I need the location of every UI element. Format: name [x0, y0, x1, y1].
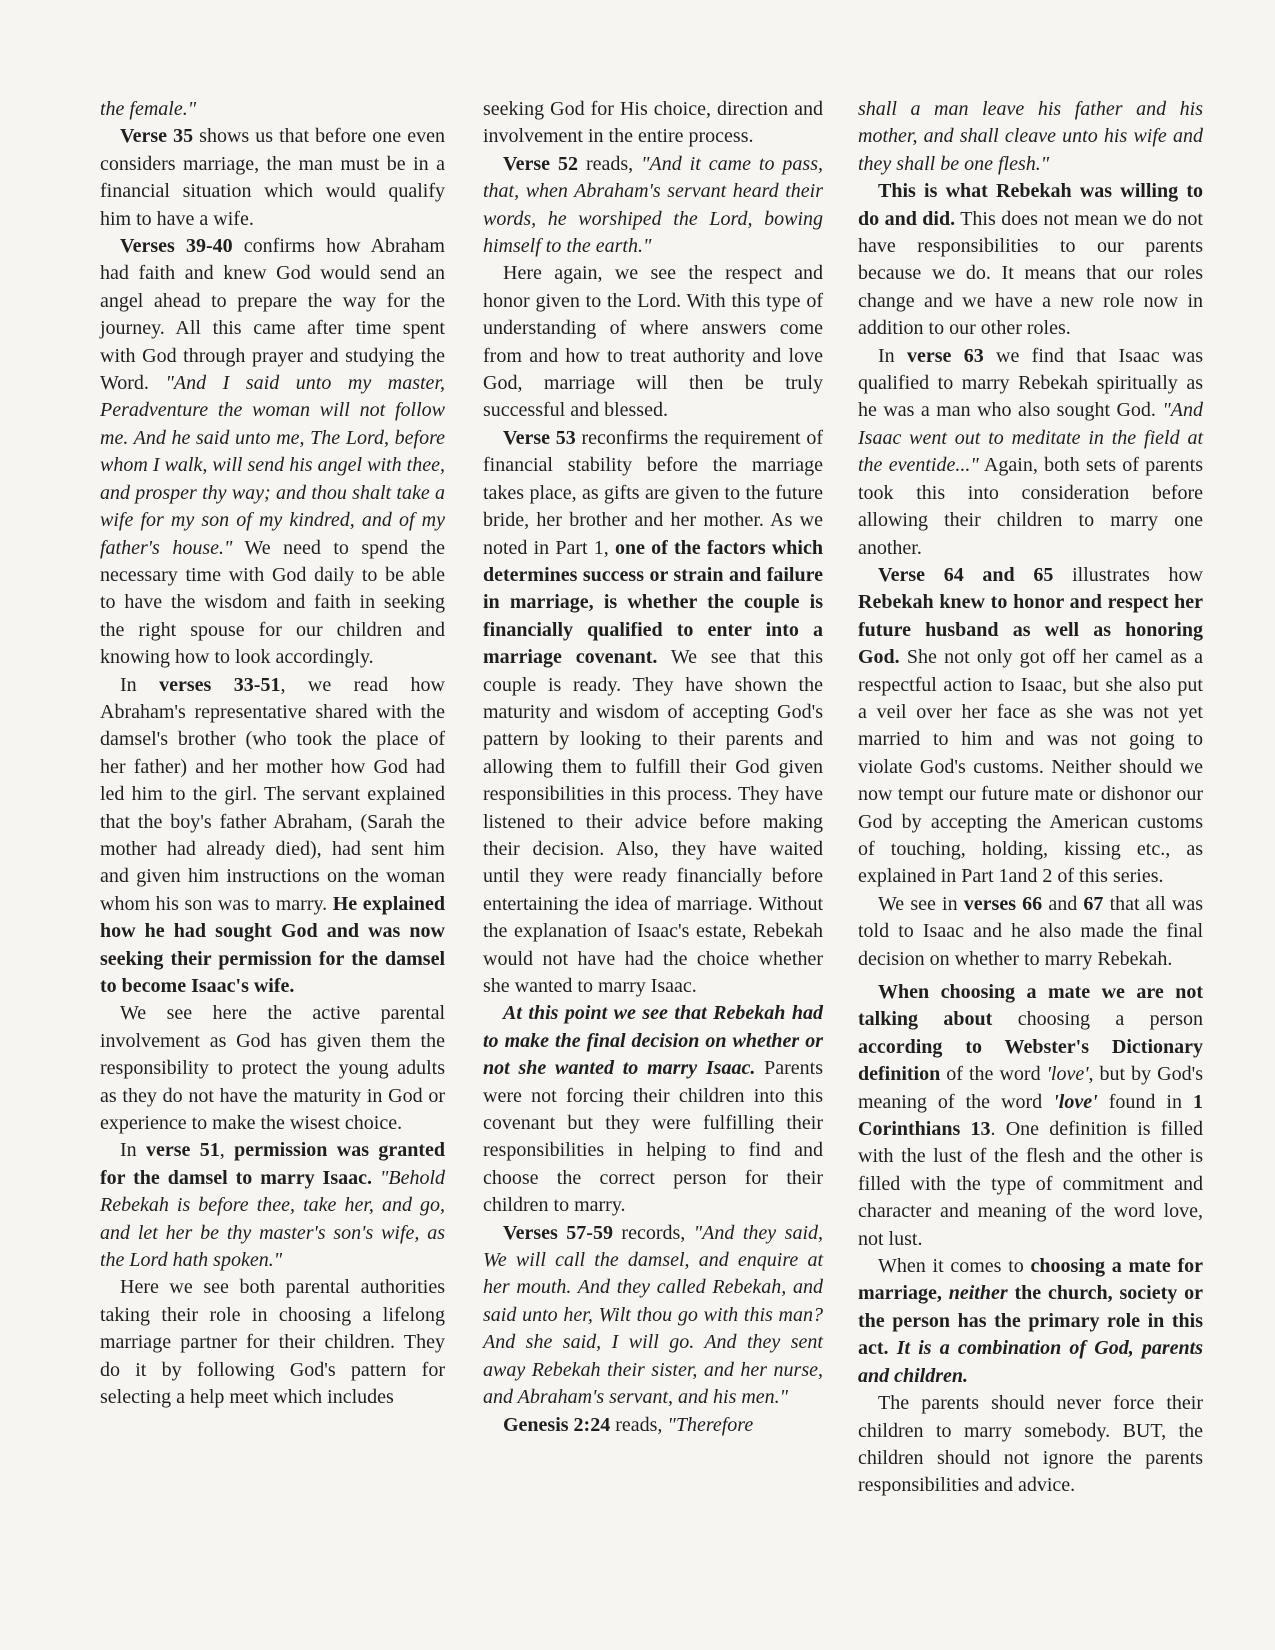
body-text: [372, 1167, 380, 1189]
body-text: reads,: [577, 152, 642, 175]
bold-text: Verses 57-59: [503, 1221, 613, 1244]
bold-text: verse 51: [146, 1139, 220, 1162]
bold-text: Verse 64 and 65: [878, 563, 1054, 586]
bold-italic-text: It is a combination of God, parents and children.: [858, 1337, 1203, 1387]
paragraph: [858, 178, 1203, 342]
bold-text: Verse 52: [503, 152, 578, 175]
body-text: and: [1042, 892, 1084, 915]
body-text: The parents should never force their children to marry somebody. BUT, the children should not ignore the parents responsibilities and advice.: [858, 1392, 1203, 1497]
bold-text: according to Webster's Dictionary definition: [858, 1035, 1203, 1086]
paragraph: [858, 562, 1203, 891]
bold-text: verse 63: [906, 344, 984, 367]
paragraph: [483, 151, 823, 261]
bold-text: 1 Corinthians 13: [858, 1090, 1203, 1141]
body-text: Here we see both parental authorities taking their role in choosing a lifelong marriage partner for their children. They do it by following God's pattern for selecting a help meet which includes: [100, 1276, 445, 1409]
paragraph: [483, 96, 823, 151]
paragraph: [483, 1000, 823, 1219]
paragraph: [100, 96, 445, 123]
italic-text: "And I said unto my master, Peradventure the woman will not follow me. And he said unto me, The Lord, before whom I walk, will send his angel with thee, and prosper thy way; and thou shalt take a wife for my son of my kindred, and of my father's house.": [100, 372, 446, 559]
italic-text: 'love': [1046, 1063, 1089, 1086]
paragraph: [100, 672, 445, 1001]
text-column-2: [483, 96, 823, 1439]
italic-text: shall a man leave his father and his mother, and shall cleave unto his wife and they shall be one flesh.": [858, 98, 1203, 175]
body-text: We need to spend the necessary time with God daily to be able to have the wisdom and faith in seeking the right spouse for our children and knowing how to look accordingly.: [100, 536, 445, 669]
bold-italic-text: 'love': [1053, 1090, 1098, 1113]
bold-text: Rebekah knew to honor and respect her future husband as well as honoring God.: [858, 591, 1203, 669]
paragraph: [858, 96, 1203, 178]
body-text: records,: [612, 1221, 694, 1244]
body-text: We see that this couple is ready. They have shown the maturity and wisdom of accepting God's pattern by looking to their parents and allowing them to fulfill their God given responsibilities in this process. They have listened to their advice before making their decision. Also, they have waited until they were ready financially before entertaining the idea of marriage. Without the explanation of Isaac's estate, Rebekah would not have had the choice whether she wanted to marry Isaac.: [483, 646, 824, 997]
paragraph: [858, 1390, 1203, 1500]
body-text: confirms how Abraham had faith and knew God would send an angel ahead to prepare the way for the journey. All this came after time spent with God through prayer and studying the Word.: [100, 235, 445, 395]
bold-text: He explained how he had sought God and was now seeking their permission for the damsel to become Isaac's wife.: [100, 892, 445, 997]
italic-text: the female.": [100, 98, 197, 120]
paragraph: [100, 123, 445, 233]
paragraph: [100, 1274, 445, 1411]
paragraph: [483, 425, 823, 1001]
body-text: She not only got off her camel as a respectful action to Isaac, but she also put a veil over her face as she was not yet married to him and was not going to violate God's customs. Neither should we now tempt our future mate or dishonor our God by accepting the American customs of touching, holding, kissing etc., as explained in Part 1and 2 of this series.: [858, 646, 1203, 888]
paragraph: [858, 343, 1203, 562]
italic-text: "Behold Rebekah is before thee, take her, and go, and let her be thy master's son's wife, as the Lord hath spoken.": [100, 1166, 446, 1272]
bold-text: one of the factors which determines success or strain and failure in marriage, is whether the couple is financially qualified to enter into a marriage covenant.: [483, 536, 823, 669]
body-text: This does not mean we do not have responsibilities to our parents because we do. It means that our roles change and we have a new role now in addition to our other roles.: [858, 207, 1203, 340]
paragraph: [483, 1220, 823, 1412]
bold-text: 67: [1083, 892, 1104, 915]
body-text: Parents were not forcing their children into this covenant but they were fulfilling their responsibilities in helping to find and choose the correct person for their children to marry.: [483, 1057, 823, 1217]
body-text: . One definition is filled with the lust of the flesh and the other is filled with the type of commitment and character and meaning of the word love, not lust.: [858, 1118, 1203, 1250]
body-text: Again, both sets of parents took this into consideration before allowing their children to marry one another.: [858, 454, 1204, 559]
bold-text: When choosing a mate we are not talking about: [858, 981, 1203, 1031]
italic-text: "And they said, We will call the damsel, and enquire at her mouth. And they called Rebekah, and said unto her, Wilt thou go with this man? And she said, I will go. And they sent away Rebekah their sister, and her nurse, and Abraham's servant, and his men.": [483, 1221, 824, 1409]
bold-text: Verses 39-40: [120, 235, 233, 258]
bold-text: Genesis 2:24: [503, 1413, 611, 1436]
bold-italic-text: At this point we see that Rebekah had to make the final decision on whether or not she wanted to marry Isaac.: [483, 1002, 823, 1080]
paragraph: [858, 891, 1203, 973]
bold-text: This is what Rebekah was willing to do and did.: [858, 180, 1203, 230]
body-text: that all was told to Isaac and he also made the final decision on whether to marry Rebekah.: [858, 892, 1203, 970]
paragraph: [100, 233, 445, 672]
body-text: In: [878, 344, 907, 367]
body-text: [889, 1337, 897, 1359]
bold-text: permission was granted for the damsel to marry Isaac.: [100, 1139, 445, 1189]
paragraph: [100, 1000, 445, 1137]
paragraph: [858, 1253, 1203, 1390]
italic-text: "And Isaac went out to meditate in the field at the eventide...": [858, 399, 1203, 477]
italic-text: "Therefore: [667, 1413, 754, 1436]
body-text: , we read how Abraham's representative shared with the damsel's brother (who took the place of her father) and her mother how God had led him to the girl. The servant explained that the boy's father Abraham, (Sarah the mother had already died), had sent him and given him instructions on the woman whom his son was to marry.: [100, 673, 445, 915]
bold-text: Verse 53: [503, 426, 576, 449]
bold-text: verses 33-51: [159, 673, 281, 696]
body-text: of the word: [940, 1063, 1047, 1086]
body-text: we find that Isaac was qualified to marry Rebekah spiritually as he was a man who also sought God.: [858, 344, 1203, 422]
body-text: choosing a person: [992, 1008, 1203, 1031]
body-text: Here again, we see the respect and honor given to the Lord. With this type of understanding of where answers come from and how to treat authority and love God, marriage will then be truly successful and blessed.: [483, 262, 823, 422]
body-text: We see in: [878, 892, 964, 915]
body-text: illustrates how: [1053, 563, 1203, 586]
body-text: In: [120, 673, 160, 696]
bold-italic-text: neither: [948, 1282, 1008, 1305]
bold-text: choosing a mate for marriage,: [858, 1255, 1203, 1305]
text-column-3: [858, 96, 1203, 1500]
body-text: shows us that before one even considers marriage, the man must be in a financial situation which would qualify him to have a wife.: [100, 125, 445, 230]
bold-text: verses 66: [963, 892, 1043, 915]
italic-text: "And it came to pass, that, when Abraham's servant heard their words, he worshiped the Lord, bowing himself to the earth.": [483, 152, 823, 258]
body-text: seeking God for His choice, direction and involvement in the entire process.: [483, 98, 823, 148]
paragraph: [483, 260, 823, 424]
text-column-1: [100, 96, 445, 1412]
paragraph: [858, 979, 1203, 1253]
body-text: ,: [219, 1139, 235, 1162]
paragraph: [100, 1137, 445, 1274]
body-text: We see here the active parental involvement as God has given them the responsibility to protect the young adults as they do not have the maturity in God or experience to make the wisest choice.: [100, 1002, 445, 1135]
bold-text: Verse 35: [120, 125, 194, 148]
body-text: found in: [1097, 1090, 1193, 1113]
body-text: reconfirms the requirement of financial stability before the marriage takes place, as gifts are given to the future bride, her brother and her mother. As we noted in Part 1,: [483, 426, 823, 559]
body-text: reads,: [610, 1413, 668, 1436]
bold-text: the church, society or the person has the primary role in this act.: [858, 1282, 1203, 1360]
body-text: When it comes to: [878, 1255, 1031, 1278]
paragraph: [483, 1412, 823, 1439]
body-text: In: [120, 1139, 146, 1162]
body-text: , but by God's meaning of the word: [858, 1063, 1203, 1113]
